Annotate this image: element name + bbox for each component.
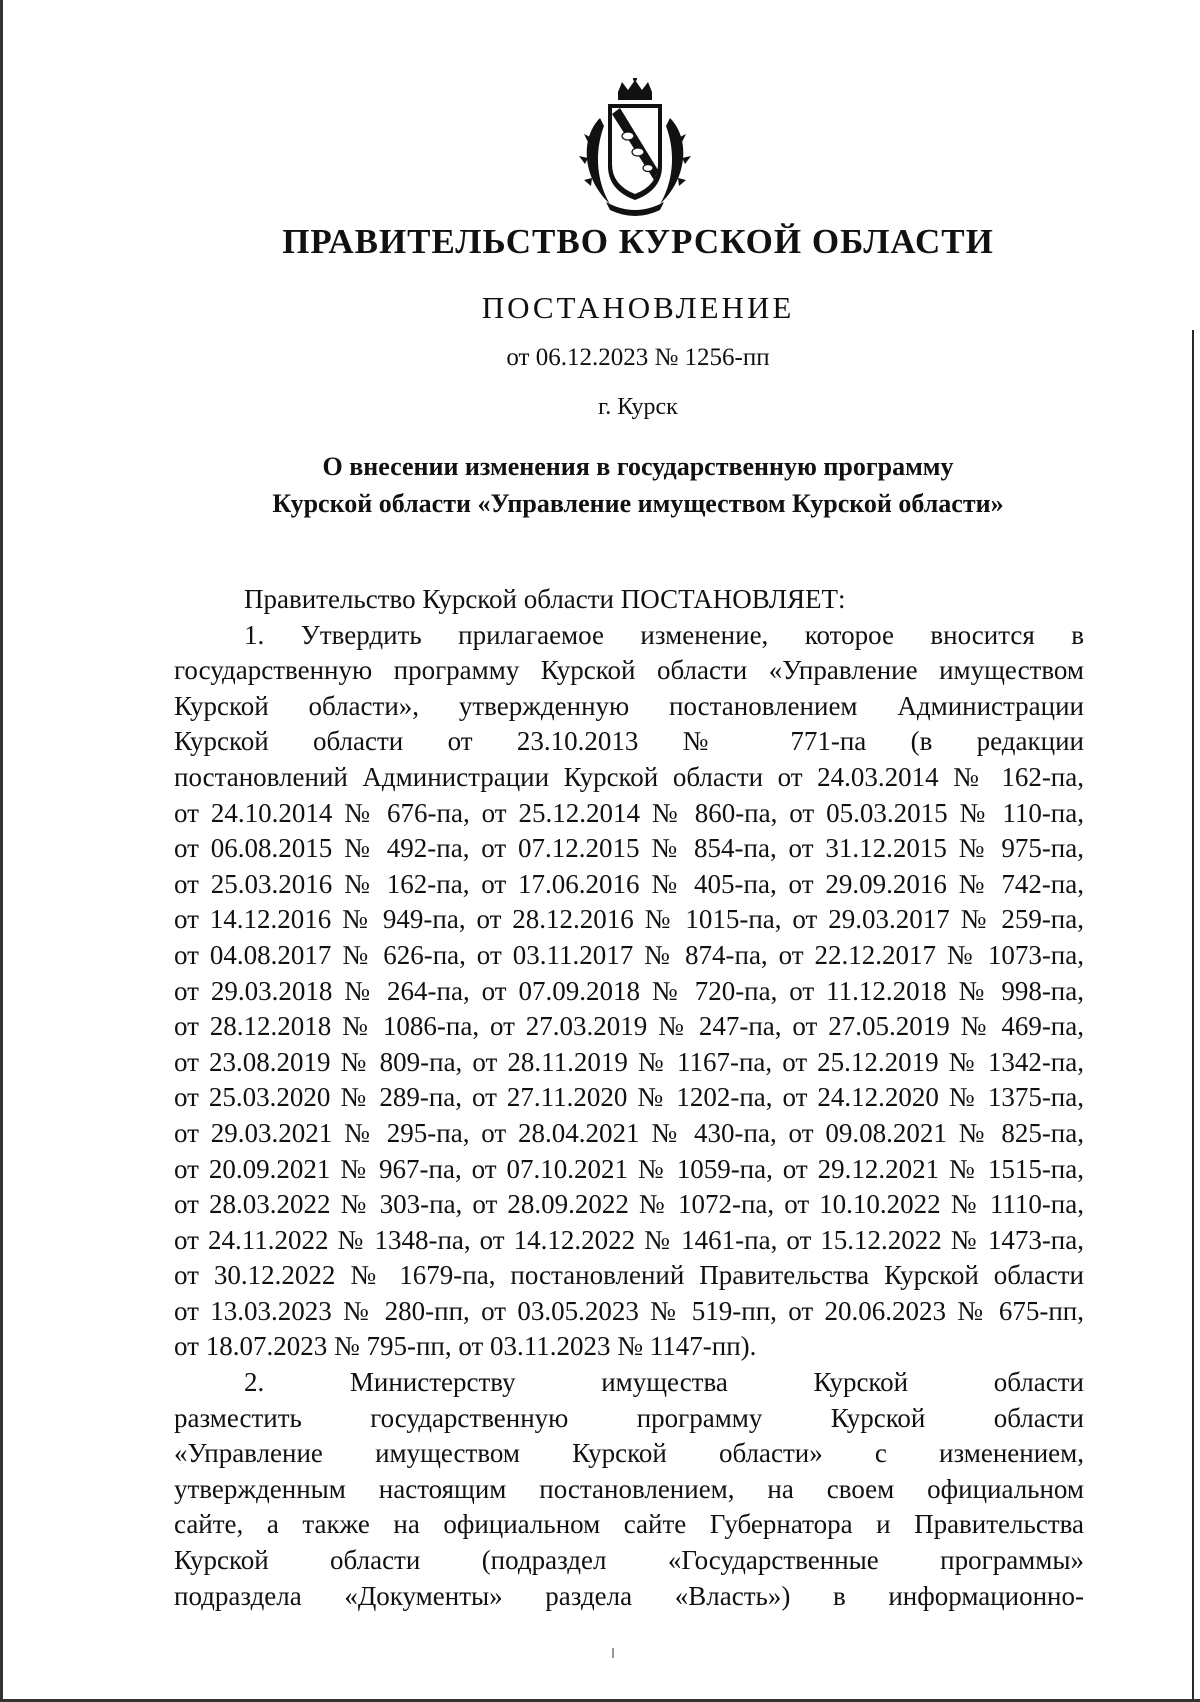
- subject-line: Курской области «Управление имуществом Курской области»: [272, 489, 1004, 518]
- document-subject: [0, 448, 1200, 522]
- item-1-line: от 25.03.2016 № 162-па, от 17.06.2016 № 405-па, от 29.09.2016 № 742-па,: [174, 868, 1084, 899]
- item-1-line: государственную программу Курской области «Управление имуществом: [174, 655, 1084, 686]
- item-2: [174, 1365, 1084, 1614]
- organization-title: ПРАВИТЕЛЬСТВО КУРСКОЙ ОБЛАСТИ: [282, 222, 994, 261]
- item-1-line: от 30.12.2022 № 1679-па, постановлений Правительства Курской области: [174, 1260, 1084, 1291]
- item-1-line: Курской области от 23.10.2013 № 771-па (в редакции: [174, 726, 1084, 757]
- item-1-line: постановлений Администрации Курской области от 24.03.2014 № 162-па,: [174, 761, 1084, 792]
- scan-artifact-mark: [612, 1648, 614, 1658]
- item-1-line: от 25.03.2020 № 289-па, от 27.11.2020 № 1202-па, от 24.12.2020 № 1375-па,: [174, 1082, 1084, 1113]
- item-1-line: от 24.11.2022 № 1348-па, от 14.12.2022 № 1461-па, от 15.12.2022 № 1473-па,: [174, 1224, 1084, 1255]
- document-city: г. Курск: [598, 394, 678, 420]
- subject-line: О внесении изменения в государственную программу: [322, 452, 954, 481]
- item-2-line: Курской области (подраздел «Государственные программы»: [174, 1545, 1084, 1576]
- item-1-line: Курской области», утвержденную постановлением Администрации: [174, 690, 1084, 721]
- item-1-line: от 20.09.2021 № 967-па, от 07.10.2021 № 1059-па, от 29.12.2021 № 1515-па,: [174, 1153, 1084, 1184]
- item-2-line: 2. Министерству имущества Курской области: [244, 1367, 1084, 1398]
- document-body: [174, 582, 1084, 1614]
- item-1-line: от 29.03.2018 № 264-па, от 07.09.2018 № 720-па, от 11.12.2018 № 998-па,: [174, 975, 1084, 1006]
- item-2-line: подраздела «Документы» раздела «Власть») в информационно-: [174, 1580, 1084, 1611]
- item-1-line: от 13.03.2023 № 280-пп, от 03.05.2023 № 519-пп, от 20.06.2023 № 675-пп,: [174, 1295, 1084, 1326]
- item-1-line: 1. Утвердить прилагаемое изменение, которое вносится в: [244, 619, 1084, 650]
- item-1: [174, 618, 1084, 1365]
- item-1-line: от 06.08.2015 № 492-па, от 07.12.2015 № 854-па, от 31.12.2015 № 975-па,: [174, 833, 1084, 864]
- item-2-line: сайте, а также на официальном сайте Губернатора и Правительства: [174, 1509, 1084, 1540]
- item-1-last-line: от 18.07.2023 № 795-пп, от 03.11.2023 № 1147-пп).: [174, 1331, 757, 1362]
- item-2-line: «Управление имуществом Курской области» с изменением,: [174, 1438, 1084, 1469]
- item-1-line: от 28.12.2018 № 1086-па, от 27.03.2019 № 247-па, от 27.05.2019 № 469-па,: [174, 1011, 1084, 1042]
- item-1-line: от 04.08.2017 № 626-па, от 03.11.2017 № 874-па, от 22.12.2017 № 1073-па,: [174, 939, 1084, 970]
- coat-of-arms-icon: [570, 78, 700, 218]
- item-1-line: от 14.12.2016 № 949-па, от 28.12.2016 № 1015-па, от 29.03.2017 № 259-па,: [174, 904, 1084, 935]
- scan-edge-right: [1192, 330, 1194, 1702]
- document-kind: ПОСТАНОВЛЕНИЕ: [481, 290, 795, 325]
- item-1-line: от 24.10.2014 № 676-па, от 25.12.2014 № 860-па, от 05.03.2015 № 110-па,: [174, 797, 1084, 828]
- item-1-line: от 23.08.2019 № 809-па, от 28.11.2019 № 1167-па, от 25.12.2019 № 1342-па,: [174, 1046, 1084, 1077]
- preamble: Правительство Курской области ПОСТАНОВЛЯЕТ:: [244, 584, 846, 614]
- item-2-line: разместить государственную программу Курской области: [174, 1402, 1084, 1433]
- item-2-line: утвержденным настоящим постановлением, на своем официальном: [174, 1473, 1084, 1504]
- item-1-line: от 28.03.2022 № 303-па, от 28.09.2022 № 1072-па, от 10.10.2022 № 1110-па,: [174, 1189, 1084, 1220]
- document-date-number: от 06.12.2023 № 1256-пп: [506, 344, 770, 371]
- item-1-line: от 29.03.2021 № 295-па, от 28.04.2021 № 430-па, от 09.08.2021 № 825-па,: [174, 1117, 1084, 1148]
